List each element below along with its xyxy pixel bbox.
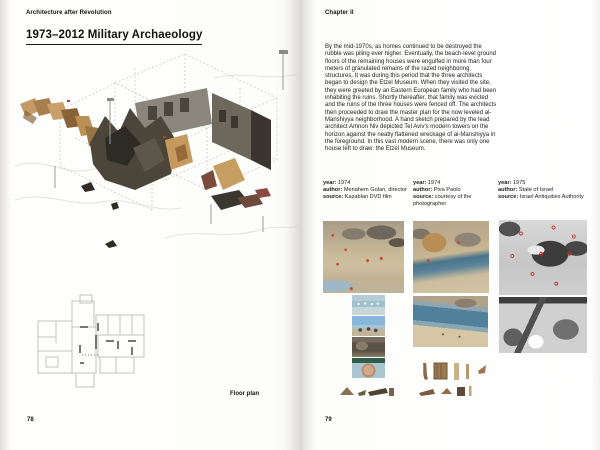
axonometric-ruin-drawing bbox=[15, 48, 297, 248]
photo-shoreline-color bbox=[413, 296, 488, 347]
film-still-sea bbox=[352, 295, 385, 315]
running-head-left: Architecture after Revolution bbox=[26, 10, 112, 16]
photo-aerial-bw-annotated bbox=[499, 220, 587, 295]
credit-column-2 bbox=[413, 180, 493, 208]
credit-column-3 bbox=[498, 180, 586, 201]
credit-year-line: year: 1975 bbox=[498, 180, 526, 186]
artifact-fragments-row-2-right bbox=[417, 384, 474, 397]
film-still-ruins bbox=[352, 337, 385, 357]
floor-plan-caption: Floor plan bbox=[230, 391, 259, 397]
film-still-portrait bbox=[352, 358, 385, 378]
credit-author-line: author: State of Israel bbox=[498, 186, 554, 193]
credit-year-line: year: 1974 bbox=[413, 180, 441, 186]
credit-year-line: year: 1974 bbox=[323, 180, 351, 186]
photo-aerial-road-bw bbox=[499, 297, 587, 353]
page-title: 1973–2012 Military Archaeology bbox=[26, 29, 202, 45]
page-number-left: 78 bbox=[27, 417, 34, 423]
artifact-fragments-row-2-left bbox=[338, 384, 394, 397]
photo-ruins-beach-color bbox=[413, 221, 489, 293]
artifact-fragments-row-1 bbox=[420, 361, 488, 382]
credit-source-line: source: Israel Antiquities Authority bbox=[498, 193, 584, 200]
running-head-right: Chapter II bbox=[325, 10, 354, 16]
credit-source-line: source: Kazablan DVD film bbox=[323, 193, 392, 200]
credit-author-line: author: Menahem Golan, director bbox=[323, 186, 407, 193]
film-still-strip bbox=[352, 295, 385, 379]
film-still-crowd bbox=[352, 316, 385, 336]
credit-author-line: author: Piva Paolo bbox=[413, 186, 461, 193]
body-paragraph: By the mid-1970s, as homes continued to be destroyed the rubble was piling ever higher. Eventually, the beach-level ground floors of the remaining houses were engulfed in more than four meters of granulated remains of the razed neighboring structures. It was during this period that the three architects began to design the Etzel Museum. When they visited the site, they were greeted by an Eastern European family who had been inhabiting the ruins. Shortly thereafter, that family was evicted and the ruins of the three houses were fenced off. The architects then proceeded to draw the master plan for the now leveled al-Manshiyya neighborhood. A hand sketch prepared by the lead architect Amnon Niv depicted Tel Aviv's modern towers on the horizon against the neatly flattened wreckage of al-Manshiyya in the foreground. In this vast modern scene, there was only one house left to draw: the Etzel Museum. bbox=[325, 44, 497, 153]
photo-ruins-annotated-color bbox=[323, 221, 404, 293]
credit-column-1 bbox=[323, 180, 411, 201]
credit-source-line: source: courtesy of the photographer bbox=[413, 193, 472, 207]
floor-plan-drawing bbox=[36, 293, 148, 390]
page-number-right: 79 bbox=[325, 417, 332, 423]
